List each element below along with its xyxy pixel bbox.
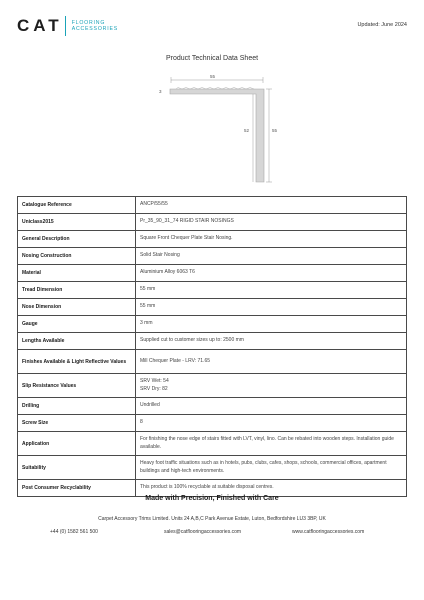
row-label: Lengths Available bbox=[18, 333, 136, 350]
table-row bbox=[18, 432, 407, 456]
table-row bbox=[18, 316, 407, 333]
dimension-label-outer: 55 bbox=[272, 128, 278, 133]
table-row bbox=[18, 374, 407, 398]
row-label: General Description bbox=[18, 231, 136, 248]
row-value: 55 mm bbox=[136, 299, 407, 316]
row-label: Uniclass2015 bbox=[18, 214, 136, 231]
footer-phone: +44 (0) 1582 561 500 bbox=[50, 529, 98, 535]
table-row bbox=[18, 456, 407, 480]
row-value: Square Front Chequer Plate Stair Nosing. bbox=[136, 231, 407, 248]
row-label: Screw Size bbox=[18, 415, 136, 432]
table-row bbox=[18, 350, 407, 374]
table-row bbox=[18, 333, 407, 350]
row-value: Solid Stair Nosing bbox=[136, 248, 407, 265]
row-value: For finishing the nose edge of stairs fitted with LVT, vinyl, lino. Can be rebated into wooden steps. Installation guide available. bbox=[136, 432, 407, 456]
table-row bbox=[18, 398, 407, 415]
brand-logo bbox=[17, 16, 118, 36]
srv-dry: SRV Dry: 82 bbox=[140, 385, 168, 392]
row-value: ANCP/55/55 bbox=[136, 197, 407, 214]
nosing-profile-shape bbox=[170, 89, 264, 182]
table-row bbox=[18, 282, 407, 299]
row-label: Nose Dimension bbox=[18, 299, 136, 316]
row-value: Supplied cut to customer sizes up to: 2500 mm bbox=[136, 333, 407, 350]
row-label: Nosing Construction bbox=[18, 248, 136, 265]
footer-email[interactable]: sales@catflooringaccessories.com bbox=[164, 529, 242, 535]
table-row bbox=[18, 214, 407, 231]
row-label: Material bbox=[18, 265, 136, 282]
row-value: Mill Chequer Plate - LRV: 71.65 bbox=[136, 350, 407, 374]
table-row bbox=[18, 415, 407, 432]
row-value: Heavy foot traffic situations such as in hotels, pubs, clubs, cafes, shops, schools, commercial offices, apartment buildings and high-tech environments. bbox=[136, 456, 407, 480]
updated-date: Updated: June 2024 bbox=[357, 22, 407, 28]
page-title: Product Technical Data Sheet bbox=[165, 55, 259, 62]
row-label: Catalogue Reference bbox=[18, 197, 136, 214]
footer-website[interactable]: www.catflooringaccessories.com bbox=[292, 529, 365, 535]
row-label: Finishes Available & Light Reflective Values bbox=[18, 350, 136, 374]
row-value: 3 mm bbox=[136, 316, 407, 333]
profile-diagram bbox=[150, 68, 280, 186]
srv-wet: SRV Wet: 54 bbox=[140, 378, 169, 385]
row-value: This product is 100% recyclable at suitable disposal centres. bbox=[136, 480, 407, 497]
logo-subtitle bbox=[72, 20, 118, 33]
logo-subtitle-line2: ACCESSORIES bbox=[71, 26, 118, 32]
logo-wordmark: CAT bbox=[17, 16, 63, 35]
table-row bbox=[18, 299, 407, 316]
logo-subtitle-line1: FLOORING bbox=[71, 19, 106, 26]
logo-divider bbox=[65, 16, 66, 36]
table-row bbox=[18, 248, 407, 265]
table-row bbox=[18, 480, 407, 497]
row-value: 8 bbox=[136, 415, 407, 432]
row-value: Aluminium Alloy 6063 T6 bbox=[136, 265, 407, 282]
row-label: Slip Resistance Values bbox=[18, 374, 136, 398]
footer-address: Carpet Accessory Trims Limited. Units 24 A,B,C Park Avenue Estate, Luton, Bedfordshire LU3 3BP, UK bbox=[98, 516, 326, 522]
row-label: Post Consumer Recyclability bbox=[18, 480, 136, 497]
row-value bbox=[136, 374, 407, 398]
row-label: Tread Dimension bbox=[18, 282, 136, 299]
row-label: Gauge bbox=[18, 316, 136, 333]
row-value: Pr_35_90_31_74 RIGID STAIR NOSINGS bbox=[136, 214, 407, 231]
row-value: Undrilled bbox=[136, 398, 407, 415]
table-row bbox=[18, 231, 407, 248]
spec-table bbox=[17, 196, 407, 497]
dimension-label-inner: 52 bbox=[244, 128, 250, 133]
table-row bbox=[18, 265, 407, 282]
row-value: 55 mm bbox=[136, 282, 407, 299]
dimension-label-top: 55 bbox=[210, 74, 216, 79]
row-label: Application bbox=[18, 432, 136, 456]
table-row bbox=[18, 197, 407, 214]
dimension-label-gauge: 3 bbox=[159, 89, 162, 94]
row-label: Suitability bbox=[18, 456, 136, 480]
footer-tagline: Made with Precision, Finished with Care bbox=[145, 495, 279, 502]
row-label: Drilling bbox=[18, 398, 136, 415]
